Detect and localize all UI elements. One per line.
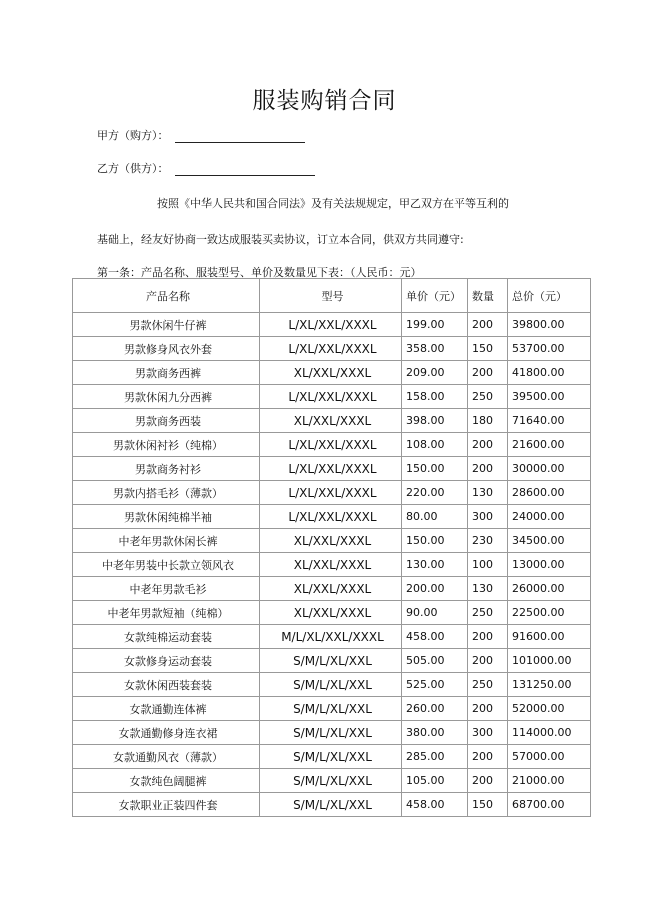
table-row [73, 529, 591, 553]
unit-price-cell: 458.00 [402, 625, 468, 649]
quantity-cell: 200 [468, 313, 508, 337]
table-row [73, 505, 591, 529]
product-name-cell: 女款通勤风衣（薄款） [73, 745, 260, 769]
total-price-cell: 28600.00 [508, 481, 591, 505]
model-cell: S/M/L/XL/XXL [260, 745, 402, 769]
header-unit-price: 单价（元） [402, 279, 468, 313]
unit-price-cell: 130.00 [402, 553, 468, 577]
page-title: 服装购销合同 [252, 88, 397, 114]
party-a-label: 甲方（购方）： [97, 129, 169, 142]
total-price-cell: 30000.00 [508, 457, 591, 481]
total-price-cell: 131250.00 [508, 673, 591, 697]
model-cell: XL/XXL/XXXL [260, 361, 402, 385]
party-a-blank-line[interactable] [175, 131, 305, 143]
total-price-cell: 26000.00 [508, 577, 591, 601]
unit-price-cell: 105.00 [402, 769, 468, 793]
product-name-cell: 男款休闲衬衫（纯棉） [73, 433, 260, 457]
model-cell: L/XL/XXL/XXXL [260, 457, 402, 481]
model-cell: XL/XXL/XXXL [260, 409, 402, 433]
product-name-cell: 中老年男装中长款立领风衣 [73, 553, 260, 577]
unit-price-cell: 209.00 [402, 361, 468, 385]
table-header-row [73, 279, 591, 313]
product-name-cell: 男款修身风衣外套 [73, 337, 260, 361]
product-name-cell: 中老年男款毛衫 [73, 577, 260, 601]
table-row [73, 745, 591, 769]
unit-price-cell: 80.00 [402, 505, 468, 529]
table-row [73, 409, 591, 433]
quantity-cell: 200 [468, 625, 508, 649]
model-cell: L/XL/XXL/XXXL [260, 481, 402, 505]
table-row [73, 313, 591, 337]
unit-price-cell: 108.00 [402, 433, 468, 457]
model-cell: XL/XXL/XXXL [260, 529, 402, 553]
quantity-cell: 250 [468, 385, 508, 409]
unit-price-cell: 380.00 [402, 721, 468, 745]
quantity-cell: 200 [468, 433, 508, 457]
unit-price-cell: 398.00 [402, 409, 468, 433]
model-cell: S/M/L/XL/XXL [260, 793, 402, 817]
quantity-cell: 200 [468, 769, 508, 793]
total-price-cell: 21600.00 [508, 433, 591, 457]
model-cell: XL/XXL/XXXL [260, 601, 402, 625]
product-name-cell: 男款商务西裤 [73, 361, 260, 385]
total-price-cell: 41800.00 [508, 361, 591, 385]
quantity-cell: 250 [468, 601, 508, 625]
product-name-cell: 女款修身运动套装 [73, 649, 260, 673]
unit-price-cell: 150.00 [402, 457, 468, 481]
unit-price-cell: 150.00 [402, 529, 468, 553]
header-model: 型号 [260, 279, 402, 313]
total-price-cell: 114000.00 [508, 721, 591, 745]
quantity-cell: 200 [468, 361, 508, 385]
product-name-cell: 女款职业正装四件套 [73, 793, 260, 817]
model-cell: S/M/L/XL/XXL [260, 697, 402, 721]
quantity-cell: 300 [468, 721, 508, 745]
party-a-row [97, 127, 305, 143]
model-cell: XL/XXL/XXXL [260, 553, 402, 577]
goods-table-body [73, 313, 591, 817]
quantity-cell: 180 [468, 409, 508, 433]
table-row [73, 361, 591, 385]
table-row [73, 577, 591, 601]
party-b-label: 乙方（供方）： [97, 162, 169, 175]
header-total-price: 总价（元） [508, 279, 591, 313]
header-quantity: 数量 [468, 279, 508, 313]
model-cell: S/M/L/XL/XXL [260, 649, 402, 673]
table-row [73, 793, 591, 817]
quantity-cell: 200 [468, 457, 508, 481]
total-price-cell: 39800.00 [508, 313, 591, 337]
article-1-heading: 第一条：产品名称、服装型号、单价及数量见下表：（人民币：元） [97, 266, 422, 279]
product-name-cell: 中老年男款短袖（纯棉） [73, 601, 260, 625]
product-name-cell: 男款商务衬衫 [73, 457, 260, 481]
table-row [73, 649, 591, 673]
product-name-cell: 男款休闲纯棉半袖 [73, 505, 260, 529]
unit-price-cell: 285.00 [402, 745, 468, 769]
table-row [73, 769, 591, 793]
unit-price-cell: 220.00 [402, 481, 468, 505]
total-price-cell: 34500.00 [508, 529, 591, 553]
product-name-cell: 女款纯色阔腿裤 [73, 769, 260, 793]
unit-price-cell: 90.00 [402, 601, 468, 625]
total-price-cell: 91600.00 [508, 625, 591, 649]
unit-price-cell: 525.00 [402, 673, 468, 697]
product-name-cell: 男款商务西装 [73, 409, 260, 433]
product-name-cell: 男款休闲牛仔裤 [73, 313, 260, 337]
quantity-cell: 250 [468, 673, 508, 697]
party-b-row [97, 160, 315, 176]
model-cell: XL/XXL/XXXL [260, 577, 402, 601]
unit-price-cell: 505.00 [402, 649, 468, 673]
quantity-cell: 150 [468, 793, 508, 817]
goods-table [72, 278, 591, 817]
unit-price-cell: 358.00 [402, 337, 468, 361]
quantity-cell: 150 [468, 337, 508, 361]
model-cell: L/XL/XXL/XXXL [260, 505, 402, 529]
total-price-cell: 68700.00 [508, 793, 591, 817]
intro-paragraph-line2: 基础上，经友好协商一致达成服装买卖协议，订立本合同，供双方共同遵守: [97, 233, 464, 246]
total-price-cell: 53700.00 [508, 337, 591, 361]
total-price-cell: 21000.00 [508, 769, 591, 793]
total-price-cell: 39500.00 [508, 385, 591, 409]
table-row [73, 337, 591, 361]
quantity-cell: 130 [468, 577, 508, 601]
table-row [73, 481, 591, 505]
product-name-cell: 女款纯棉运动套装 [73, 625, 260, 649]
quantity-cell: 200 [468, 697, 508, 721]
unit-price-cell: 458.00 [402, 793, 468, 817]
unit-price-cell: 199.00 [402, 313, 468, 337]
table-row [73, 697, 591, 721]
total-price-cell: 22500.00 [508, 601, 591, 625]
model-cell: S/M/L/XL/XXL [260, 769, 402, 793]
model-cell: S/M/L/XL/XXL [260, 673, 402, 697]
quantity-cell: 100 [468, 553, 508, 577]
model-cell: L/XL/XXL/XXXL [260, 385, 402, 409]
unit-price-cell: 158.00 [402, 385, 468, 409]
table-row [73, 721, 591, 745]
product-name-cell: 男款休闲九分西裤 [73, 385, 260, 409]
quantity-cell: 130 [468, 481, 508, 505]
model-cell: L/XL/XXL/XXXL [260, 313, 402, 337]
quantity-cell: 230 [468, 529, 508, 553]
total-price-cell: 52000.00 [508, 697, 591, 721]
table-row [73, 433, 591, 457]
table-row [73, 385, 591, 409]
model-cell: M/L/XL/XXL/XXXL [260, 625, 402, 649]
product-name-cell: 女款通勤修身连衣裙 [73, 721, 260, 745]
total-price-cell: 24000.00 [508, 505, 591, 529]
model-cell: S/M/L/XL/XXL [260, 721, 402, 745]
quantity-cell: 300 [468, 505, 508, 529]
total-price-cell: 13000.00 [508, 553, 591, 577]
total-price-cell: 101000.00 [508, 649, 591, 673]
unit-price-cell: 200.00 [402, 577, 468, 601]
quantity-cell: 200 [468, 745, 508, 769]
product-name-cell: 女款通勤连体裤 [73, 697, 260, 721]
model-cell: L/XL/XXL/XXXL [260, 433, 402, 457]
table-row [73, 457, 591, 481]
model-cell: L/XL/XXL/XXXL [260, 337, 402, 361]
product-name-cell: 男款内搭毛衫（薄款） [73, 481, 260, 505]
quantity-cell: 200 [468, 649, 508, 673]
table-row [73, 625, 591, 649]
product-name-cell: 中老年男款休闲长裤 [73, 529, 260, 553]
product-name-cell: 女款休闲西装套装 [73, 673, 260, 697]
total-price-cell: 71640.00 [508, 409, 591, 433]
party-b-blank-line[interactable] [175, 164, 315, 176]
table-row [73, 601, 591, 625]
unit-price-cell: 260.00 [402, 697, 468, 721]
table-row [73, 553, 591, 577]
intro-paragraph-line1: 按照《中华人民共和国合同法》及有关法规规定，甲乙双方在平等互利的 [157, 197, 509, 210]
total-price-cell: 57000.00 [508, 745, 591, 769]
table-row [73, 673, 591, 697]
header-product-name: 产品名称 [73, 279, 260, 313]
